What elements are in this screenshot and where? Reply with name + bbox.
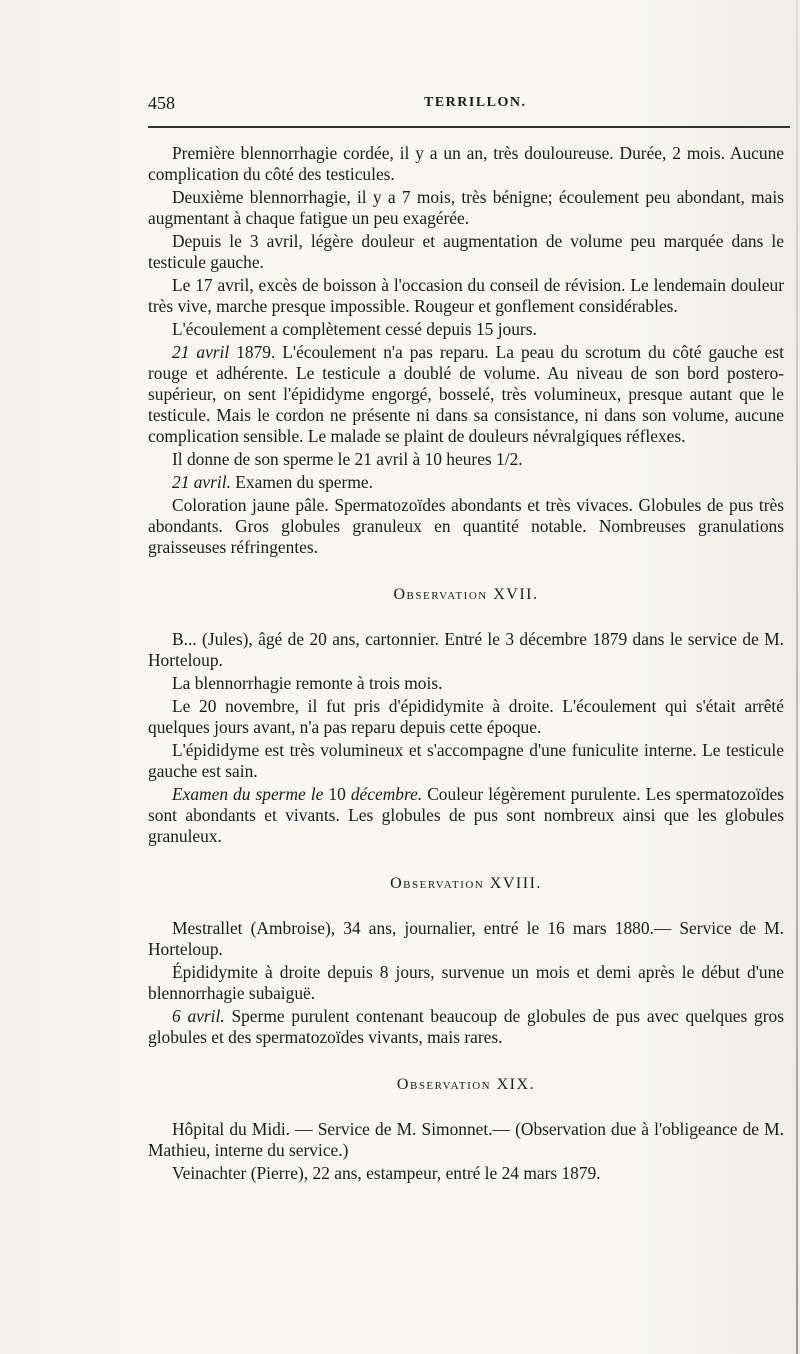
paragraph: Première blennorrhagie cordée, il y a un an, très douloureuse. Durée, 2 mois. Aucune complication du côté des testicules. bbox=[148, 143, 784, 184]
paragraph bbox=[148, 472, 784, 493]
paragraph: Le 17 avril, excès de boisson à l'occasion du conseil de révision. Le lendemain douleur très vive, marche presque impossible. Rougeur et gonflement considérables. bbox=[148, 275, 784, 316]
paragraph: Coloration jaune pâle. Spermatozoïdes abondants et très vivaces. Globules de pus très abondants. Gros globules granuleux en quantité notable. Nombreuses granulations graisseuses réfringentes. bbox=[148, 495, 784, 557]
paragraph-text: 1879. L'écoulement n'a pas reparu. La peau du scrotum du côté gauche est rouge et adhérente. Le testicule a doublé de volume. Au niveau de son bord postero-supérieur, on sent l'épididyme engorgé, bosselé, très volumineux, presque autant que le testicule. Mais le cordon ne présente ni dans sa consistance, ni dans son volume, aucune complication sensible. Le malade se plaint de douleurs névralgiques réflexes. bbox=[148, 342, 784, 446]
paragraph: Épididymite à droite depuis 8 jours, survenue un mois et demi après le début d'une blennorrhagie subaiguë. bbox=[148, 962, 784, 1003]
paragraph: Le 20 novembre, il fut pris d'épididymite à droite. L'écoulement qui s'était arrêté quelques jours avant, n'a pas reparu depuis cette époque. bbox=[148, 696, 784, 737]
paragraph-text: 10 bbox=[323, 784, 351, 804]
paragraph bbox=[148, 1006, 784, 1048]
paragraph: Depuis le 3 avril, légère douleur et augmentation de volume peu marquée dans le testicule gauche. bbox=[148, 231, 784, 272]
paragraph: La blennorrhagie remonte à trois mois. bbox=[172, 673, 443, 693]
paragraph: Veinachter (Pierre), 22 ans, estampeur, entré le 24 mars 1879. bbox=[172, 1163, 601, 1183]
header-rule bbox=[148, 126, 790, 128]
page-edge bbox=[796, 0, 798, 1354]
paragraph: Il donne de son sperme le 21 avril à 10 heures 1/2. bbox=[172, 449, 523, 469]
observation-title: Observation XIX. bbox=[396, 1076, 536, 1093]
italic-text: décembre. bbox=[350, 784, 423, 804]
paragraph: Deuxième blennorrhagie, il y a 7 mois, très bénigne; écoulement peu abondant, mais augmentant à chaque fatigue un peu exagérée. bbox=[148, 187, 784, 228]
running-title: TERRILLON. bbox=[424, 95, 527, 110]
italic-date: 21 avril bbox=[172, 342, 230, 362]
page-number: 458 bbox=[148, 93, 175, 113]
paragraph bbox=[148, 342, 784, 447]
italic-text: Examen du sperme le bbox=[172, 784, 324, 804]
paragraph-text: Examen du sperme. bbox=[230, 472, 373, 492]
paragraph: L'écoulement a complètement cessé depuis 15 jours. bbox=[172, 319, 537, 339]
paragraph: L'épididyme est très volumineux et s'accompagne d'une funiculite interne. Le testicule gauche est sain. bbox=[148, 740, 784, 781]
page-header bbox=[148, 93, 788, 115]
italic-date: 21 avril. bbox=[172, 472, 231, 492]
paragraph: B... (Jules), âgé de 20 ans, cartonnier. Entré le 3 décembre 1879 dans le service de M. Horteloup. bbox=[148, 629, 784, 670]
italic-date: 6 avril. bbox=[172, 1006, 225, 1026]
paragraph: Hôpital du Midi. — Service de M. Simonnet.— (Observation due à l'obligeance de M. Mathieu, interne du service.) bbox=[148, 1119, 784, 1160]
paragraph-text: Couleur légèrement purulente. Les spermatozoïdes sont abondants et vivants. Les globules de pus sont nombreux ainsi que les globules granuleux. bbox=[148, 784, 784, 846]
body-text bbox=[148, 143, 784, 1186]
paragraph: Mestrallet (Ambroise), 34 ans, journalier, entré le 16 mars 1880.— Service de M. Horteloup. bbox=[148, 918, 784, 959]
observation-title: Observation XVII. bbox=[393, 586, 539, 603]
observation-title: Observation XVIII. bbox=[390, 875, 542, 892]
paragraph-text: Sperme purulent contenant beaucoup de globules de pus avec quelques gros globules et des spermatozoïdes vivants, mais rares. bbox=[148, 1006, 784, 1047]
paragraph bbox=[148, 784, 784, 847]
